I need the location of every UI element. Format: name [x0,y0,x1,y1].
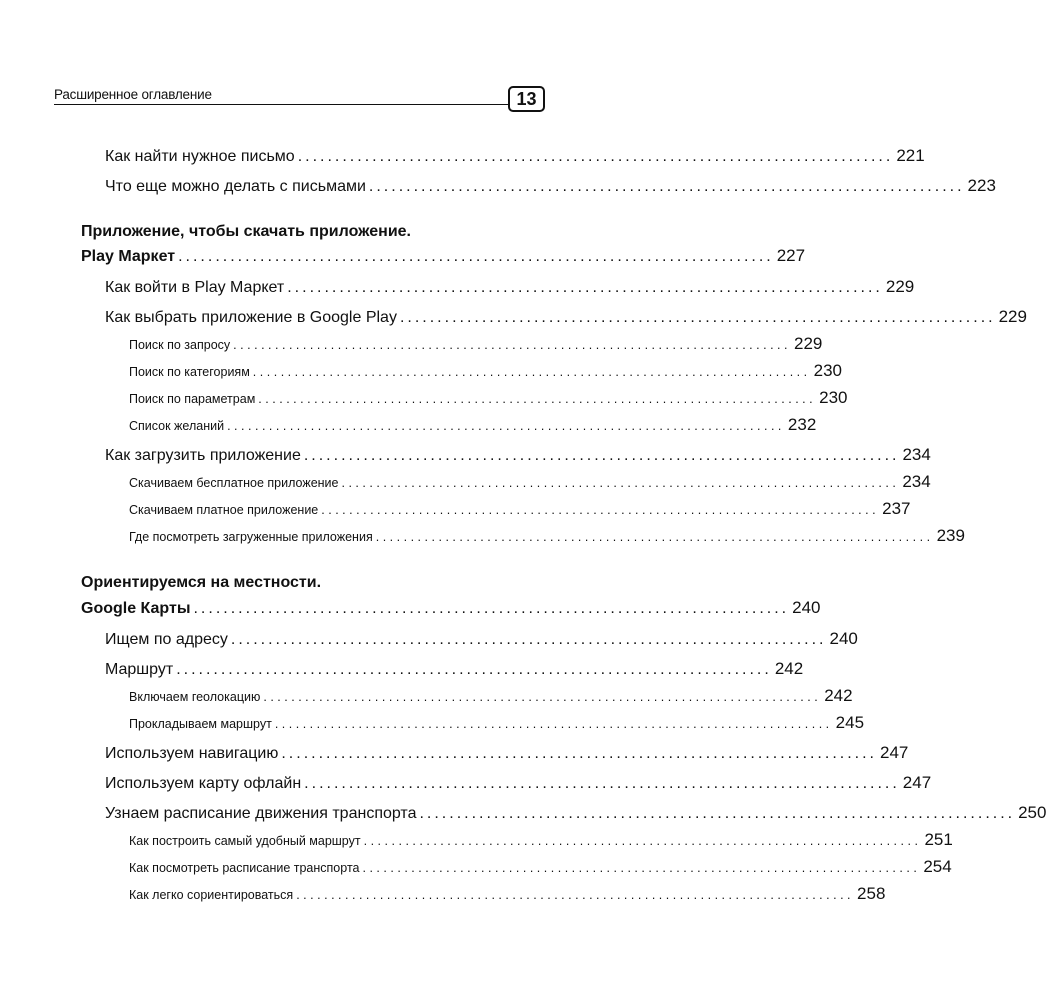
toc-entry-page: 229 [885,277,915,296]
toc-subentry [129,472,931,492]
toc-entry [105,176,996,196]
section-entry-page: 227 [776,246,806,265]
leader-dots: ................................................................................ [419,805,1016,822]
toc-entry [105,277,915,297]
running-header-title: Расширенное оглавление [54,87,212,102]
toc-entry-page: 221 [896,146,925,165]
toc-subentry-label: Скачиваем бесплатное приложение [129,476,339,490]
toc-entry-page: 250 [1018,803,1046,822]
toc-subentry-page: 234 [902,472,931,491]
toc-entry [105,445,931,465]
section-entry-label: Google Карты [81,600,191,617]
section-entry [81,598,821,618]
toc-subentry-label: Скачиваем платное приложение [129,503,319,517]
header-rule [54,104,508,105]
leader-dots: ................................................................................ [193,600,790,617]
toc-entry-page: 242 [774,659,804,678]
leader-dots: ................................................................................ [321,503,880,517]
toc-entry-label: Маршрут [105,661,174,678]
leader-dots: ................................................................................ [258,392,817,406]
toc-subentry-label: Поиск по категориям [129,365,250,379]
toc-subentry-label: Поиск по запросу [129,338,231,352]
toc-subentry [129,388,848,408]
section-heading: Приложение, чтобы скачать приложение. [81,223,411,240]
leader-dots: ................................................................................ [341,476,900,490]
toc-subentry [129,857,952,877]
toc-subentry-label: Как построить самый удобный маршрут [129,834,361,848]
toc-subentry [129,415,817,435]
page-header [54,82,549,116]
toc-entry-label: Как загрузить приложение [105,447,301,464]
toc-subentry-page: 237 [882,499,911,518]
toc-entry-page: 229 [998,307,1027,326]
leader-dots: ................................................................................ [274,717,833,731]
toc-entry [105,146,925,166]
leader-dots: ................................................................................ [263,690,822,704]
leader-dots: ................................................................................ [362,861,921,875]
toc-subentry [129,526,965,546]
section-entry [81,246,806,266]
toc-entry [105,659,804,679]
toc-subentry-label: Как легко сориентироваться [129,888,294,902]
leader-dots: ................................................................................ [375,530,934,544]
leader-dots: ................................................................................ [296,888,855,902]
toc-subentry-page: 232 [787,415,817,434]
toc-subentry [129,830,953,850]
section-entry-page: 240 [792,598,821,617]
toc-entry [105,803,1046,823]
toc-subentry [129,361,843,381]
toc-entry-label: Ищем по адресу [105,631,228,648]
toc-subentry-page: 245 [835,713,865,732]
toc-subentry-page: 230 [813,361,843,380]
toc-entry-label: Что еще можно делать с письмами [105,178,366,195]
leader-dots: ................................................................................ [368,178,965,195]
toc-entry-page: 247 [902,773,932,792]
toc-entry-page: 223 [967,176,996,195]
leader-dots: ................................................................................ [178,248,774,265]
page-number-badge: 13 [508,86,545,112]
toc-subentry-label: Как посмотреть расписание транспорта [129,861,360,875]
leader-dots: ................................................................................ [304,775,900,792]
toc-subentry-label: Список желаний [129,419,225,433]
toc-subentry-page: 242 [824,686,853,705]
toc-entry [105,629,858,649]
toc-entry-label: Узнаем расписание движения транспорта [105,805,417,822]
toc-subentry [129,713,865,733]
leader-dots: ................................................................................ [281,745,877,762]
toc-entry-label: Как найти нужное письмо [105,148,295,165]
leader-dots: ................................................................................ [230,631,827,648]
toc-subentry-label: Прокладываем маршрут [129,717,272,731]
toc-subentry-page: 254 [923,857,952,876]
toc-subentry-page: 258 [857,884,886,903]
toc-entry [105,743,909,763]
toc-entry-label: Используем карту офлайн [105,775,302,792]
toc-subentry [129,334,823,354]
toc-subentry-page: 230 [819,388,848,407]
toc-entry-label: Как выбрать приложение в Google Play [105,309,397,326]
toc-subentry-page: 239 [936,526,965,545]
toc-subentry [129,686,853,706]
toc-subentry-label: Включаем геолокацию [129,690,261,704]
leader-dots: ................................................................................ [399,309,996,326]
section-heading: Ориентируемся на местности. [81,574,322,591]
toc-subentry-label: Где посмотреть загруженные приложения [129,530,373,544]
leader-dots: ................................................................................ [297,148,894,165]
toc-subentry [129,499,911,519]
leader-dots: ................................................................................ [252,365,811,379]
toc-entry [105,773,932,793]
leader-dots: ................................................................................ [233,338,792,352]
toc-subentry [129,884,886,904]
leader-dots: ................................................................................ [176,661,772,678]
toc-entry-page: 240 [829,629,858,648]
leader-dots: ................................................................................ [363,834,922,848]
toc-subentry-label: Поиск по параметрам [129,392,256,406]
toc-entry [105,307,1027,327]
toc-subentry-page: 251 [924,830,953,849]
leader-dots: ................................................................................ [287,279,883,296]
toc-entry-page: 247 [879,743,909,762]
toc-subentry-page: 229 [794,334,823,353]
toc-entry-label: Используем навигацию [105,745,279,762]
leader-dots: ................................................................................ [227,419,785,433]
leader-dots: ................................................................................ [303,447,900,464]
toc-entry-label: Как войти в Play Маркет [105,279,285,296]
toc-entry-page: 234 [902,445,931,464]
section-entry-label: Play Маркет [81,248,176,265]
